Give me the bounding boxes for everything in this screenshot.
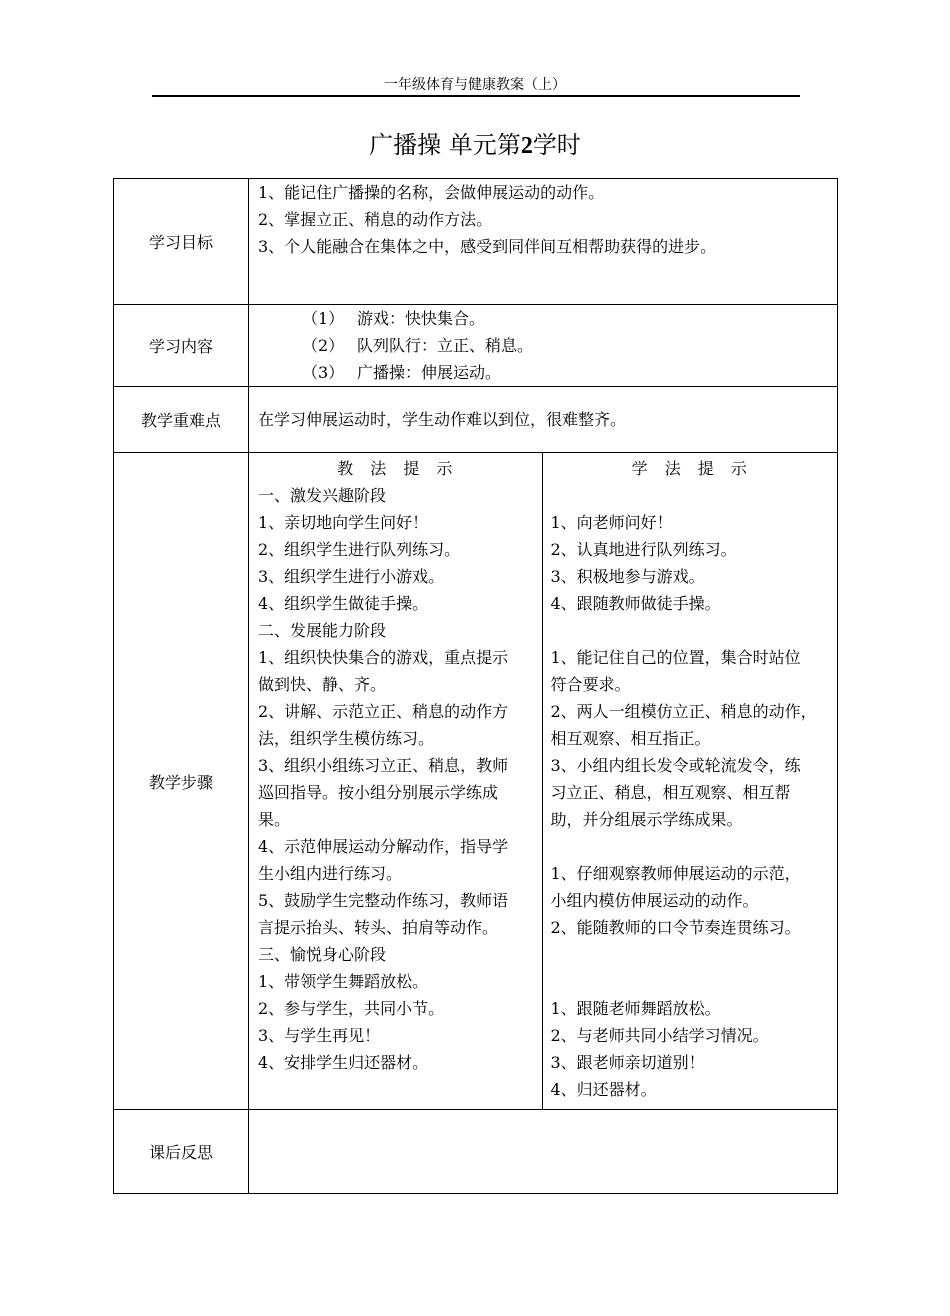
teaching-step-line: 三、愉悦身心阶段 (258, 945, 387, 964)
reflection-row (114, 1110, 838, 1194)
teaching-step-line: 4、组织学生做徒手操。 (258, 594, 429, 613)
learning-step-line: 1、仔细观察教师伸展运动的示范， (550, 864, 801, 883)
objective-line: 3、个人能融合在集体之中，感受到同伴间互相帮助获得的进步。 (258, 237, 717, 256)
learning-step-line: 习立正、稍息，相互观察、相互帮 (550, 783, 791, 802)
learning-step-line: 2、能随教师的口令节奏连贯练习。 (550, 918, 801, 937)
objective-line: 1、能记住广播操的名称，会做伸展运动的动作。 (258, 183, 605, 202)
steps-cell (249, 453, 838, 1110)
learning-step-line (551, 968, 835, 995)
learning-step-line (551, 941, 835, 968)
content-item-text: 队列队行：立正、稍息。 (357, 336, 534, 355)
learning-step-line: 2、两人一组模仿立正、稍息的动作， (550, 702, 817, 721)
difficulty-text: 在学习伸展运动时，学生动作难以到位，很难整齐。 (258, 410, 627, 429)
learning-step-line (551, 833, 835, 860)
learning-step-line: 2、认真地进行队列练习。 (550, 540, 737, 559)
difficulty-label: 教学重难点 (114, 387, 249, 453)
teaching-step-line: 4、示范伸展运动分解动作，指导学 (258, 837, 509, 856)
content-item (258, 359, 831, 386)
learning-step-line: 1、向老师问好！ (550, 513, 673, 532)
page-title (0, 130, 950, 161)
teaching-step-line: 1、组织快快集合的游戏，重点提示 (258, 648, 509, 667)
teaching-methods-column (249, 453, 542, 1109)
reflection-cell (249, 1110, 838, 1194)
lesson-plan-table (113, 178, 838, 1194)
teaching-step-line: 2、参与学生，共同小节。 (258, 999, 445, 1018)
teaching-step-line: 3、组织小组练习立正、稍息，教师 (258, 756, 509, 775)
teaching-step-line: 法，组织学生模仿练习。 (258, 729, 435, 748)
header-rule (152, 95, 800, 97)
learning-step-line: 3、跟老师亲切道别！ (550, 1053, 705, 1072)
content-item (258, 305, 831, 332)
content-row (114, 305, 838, 387)
teaching-step-line: 生小组内进行练习。 (258, 864, 403, 883)
document-header: 一年级体育与健康教案（上） (384, 77, 566, 93)
teaching-step-line: 2、组织学生进行队列练习。 (258, 540, 461, 559)
learning-step-line (551, 482, 835, 509)
teaching-step-line: 2、讲解、示范立正、稍息的动作方 (258, 702, 509, 721)
content-item-text: 游戏：快快集合。 (357, 309, 486, 328)
title-number: 2 (520, 133, 533, 159)
difficulty-cell (249, 387, 838, 453)
learning-step-line: 助，并分组展示学练成果。 (550, 810, 743, 829)
teaching-step-line: 4、安排学生归还器材。 (258, 1053, 429, 1072)
steps-subtable (249, 453, 838, 1109)
difficulty-row (114, 387, 838, 453)
reflection-label: 课后反思 (114, 1110, 249, 1194)
steps-label: 教学步骤 (114, 453, 249, 1110)
learning-step-line: 小组内模仿伸展运动的动作。 (550, 891, 759, 910)
objectives-label: 学习目标 (114, 179, 249, 305)
learning-step-line: 相互观察、相互指正。 (550, 729, 711, 748)
steps-row (114, 453, 838, 1110)
content-item-text: 广播操：伸展运动。 (357, 363, 502, 382)
learning-step-line: 符合要求。 (550, 675, 631, 694)
learning-step-line: 1、跟随老师舞蹈放松。 (550, 999, 721, 1018)
learning-step-line (551, 617, 835, 644)
objectives-cell (249, 179, 838, 305)
content-cell (249, 305, 838, 387)
objectives-row (114, 179, 838, 305)
teaching-step-line: 做到快、静、齐。 (258, 675, 387, 694)
content-item-number: （1） (302, 309, 345, 328)
learning-step-line: 2、与老师共同小结学习情况。 (550, 1026, 769, 1045)
content-item (258, 332, 831, 359)
teaching-step-line: 言提示抬头、转头、拍肩等动作。 (258, 918, 499, 937)
learning-methods-header: 学 法 提 示 (631, 459, 753, 478)
objective-line: 2、掌握立正、稍息的动作方法。 (258, 210, 493, 229)
teaching-methods-header: 教 法 提 示 (337, 459, 459, 478)
learning-step-line: 3、小组内组长发令或轮流发令，练 (550, 756, 801, 775)
content-item-number: （2） (302, 336, 345, 355)
title-suffix: 学时 (532, 131, 581, 159)
teaching-step-line: 3、与学生再见！ (258, 1026, 381, 1045)
teaching-step-line: 5、鼓励学生完整动作练习，教师语 (258, 891, 509, 910)
learning-step-line: 4、归还器材。 (550, 1080, 657, 1099)
learning-step-line: 3、积极地参与游戏。 (550, 567, 705, 586)
teaching-step-line: 巡回指导。按小组分别展示学练成 (258, 783, 499, 802)
teaching-step-line: 二、发展能力阶段 (258, 621, 387, 640)
learning-methods-column (542, 453, 838, 1109)
learning-step-line: 1、能记住自己的位置，集合时站位 (550, 648, 801, 667)
title-prefix: 广播操 单元第 (369, 131, 521, 159)
content-item-number: （3） (302, 363, 345, 382)
teaching-step-line: 1、亲切地向学生问好！ (258, 513, 429, 532)
teaching-step-line: 一、激发兴趣阶段 (258, 486, 387, 505)
teaching-step-line: 果。 (258, 810, 291, 829)
teaching-step-line: 1、带领学生舞蹈放松。 (258, 972, 429, 991)
teaching-step-line: 3、组织学生进行小游戏。 (258, 567, 445, 586)
learning-step-line: 4、跟随教师做徒手操。 (550, 594, 721, 613)
content-label: 学习内容 (114, 305, 249, 387)
